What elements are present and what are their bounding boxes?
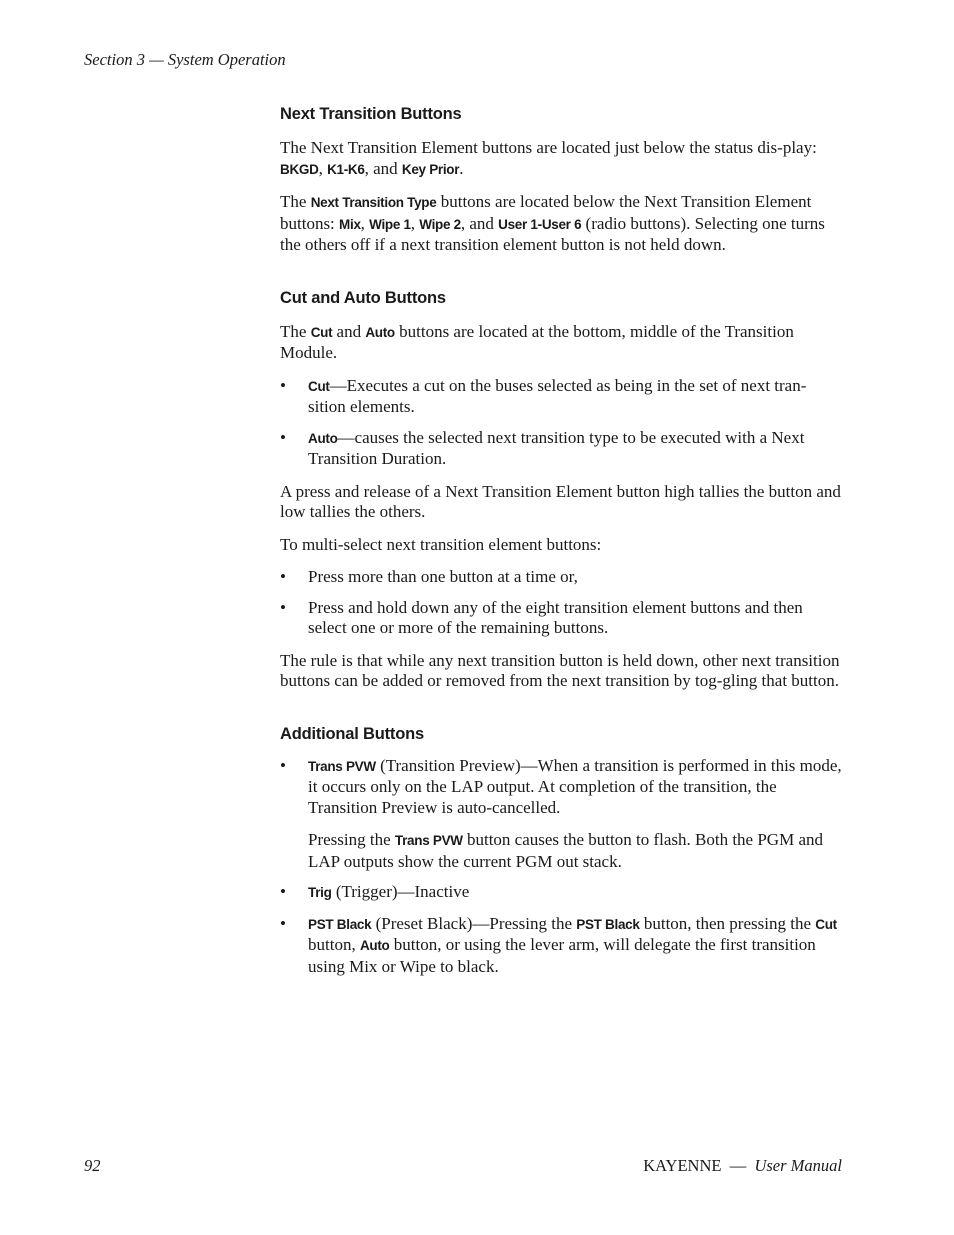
button-name-mix: Mix — [339, 216, 361, 232]
bullet: • — [280, 755, 286, 775]
section-cut-and-auto-buttons — [280, 288, 842, 692]
button-name-wipe-1: Wipe 1 — [369, 216, 411, 232]
button-name-auto: Auto — [365, 324, 395, 340]
text: (Preset Black)—Pressing the — [371, 913, 577, 933]
manual-title: User Manual — [754, 1156, 842, 1175]
section-next-transition-buttons — [280, 104, 842, 256]
text: , and — [460, 213, 499, 233]
text: Pressing the — [308, 830, 395, 849]
paragraph — [280, 322, 842, 364]
text: button causes the button to flash. Both the PGM and LAP outputs show the current PGM out stack. — [308, 830, 823, 871]
paragraph — [280, 138, 842, 180]
button-name-trans-pvw: Trans PVW — [394, 833, 463, 848]
button-name-auto: Auto — [308, 430, 338, 446]
text: The — [280, 321, 311, 341]
button-name-k1-k6: K1-K6 — [327, 161, 365, 177]
button-name-user-1-user-6: User 1-User 6 — [498, 216, 582, 232]
text: —causes the selected next transition type to be executed with a Next Transition Duration. — [308, 427, 805, 468]
text: (Transition Preview)—When a transition is performed in this mode, it occurs only on the LAP output. At completion of the transition, the Transition Preview is auto-cancelled. — [308, 755, 842, 817]
text: button, — [308, 935, 360, 954]
button-name-wipe-2: Wipe 2 — [419, 216, 461, 232]
text: , — [360, 213, 370, 233]
section-heading: Additional Buttons — [280, 724, 424, 743]
button-name-key-prior: Key Prior — [401, 161, 460, 177]
paragraph: To multi-select next transition element buttons: — [280, 534, 602, 554]
bullet: • — [280, 567, 286, 586]
list-item — [280, 567, 842, 588]
text: , — [318, 158, 328, 178]
section-additional-buttons — [280, 724, 842, 978]
footer-dash: — — [729, 1156, 747, 1175]
text: button, then pressing the — [639, 913, 816, 933]
text: Press and hold down any of the eight transition element buttons and then select one or more of the remaining buttons. — [308, 597, 803, 637]
bullet-list — [280, 567, 842, 639]
text: , — [410, 213, 420, 233]
text: —Executes a cut on the buses selected as being in the set of next tran-sition elements. — [308, 375, 807, 416]
product-name: KAYENNE — [643, 1156, 722, 1175]
page-content — [280, 104, 842, 1009]
list-item — [280, 882, 842, 904]
button-name-cut: Cut — [815, 916, 837, 932]
button-name-pst-black: PST Black — [576, 916, 640, 932]
sub-paragraph — [308, 830, 842, 872]
bullet: • — [280, 913, 286, 933]
list-item — [280, 598, 842, 639]
bullet: • — [280, 882, 286, 901]
text: buttons are located below the Next Transition Element buttons: — [280, 192, 812, 233]
text: and — [332, 321, 366, 341]
list-item — [280, 756, 842, 873]
button-name-next-transition-type: Next Transition Type — [310, 195, 437, 210]
bullet: • — [280, 427, 286, 447]
bullet: • — [280, 597, 286, 617]
text: The Next Transition Element buttons are located just below the status dis-play: — [280, 138, 817, 157]
button-name-trans-pvw: Trans PVW — [308, 758, 376, 774]
button-name-pst-black: PST Black — [308, 916, 372, 932]
running-footer — [643, 1156, 842, 1176]
paragraph: A press and release of a Next Transition Element button high tallies the button and low tallies the others. — [280, 481, 841, 521]
list-item — [280, 376, 842, 418]
button-name-trig: Trig — [308, 885, 332, 900]
text: button, or using the lever arm, will delegate the first transition using Mix or Wipe to black. — [308, 935, 816, 976]
text: buttons are located at the bottom, middle of the Transition Module. — [280, 321, 794, 362]
button-name-auto: Auto — [359, 938, 390, 953]
paragraph — [280, 192, 842, 256]
bullet-list — [280, 756, 842, 978]
running-header: Section 3 — System Operation — [84, 50, 286, 69]
text: , and — [364, 158, 402, 178]
paragraph: The rule is that while any next transition button is held down, other next transition buttons can be added or removed from the next transition by tog-gling that button. — [280, 650, 840, 690]
bullet: • — [280, 375, 286, 395]
text: . — [459, 158, 464, 178]
button-name-bkgd: BKGD — [280, 161, 319, 177]
list-item — [280, 914, 842, 978]
text: (Trigger)—Inactive — [331, 882, 470, 901]
page-number: 92 — [84, 1156, 101, 1175]
section-heading: Next Transition Buttons — [280, 105, 462, 123]
list-item — [280, 428, 842, 470]
text: (radio buttons). Selecting one turns the others off if a next transition element button is not held down. — [280, 213, 825, 254]
text: Press more than one button at a time or, — [308, 567, 578, 586]
text: The — [280, 192, 311, 211]
button-name-cut: Cut — [310, 324, 333, 340]
bullet-list — [280, 376, 842, 470]
section-heading: Cut and Auto Buttons — [280, 288, 446, 307]
button-name-cut: Cut — [308, 378, 330, 394]
